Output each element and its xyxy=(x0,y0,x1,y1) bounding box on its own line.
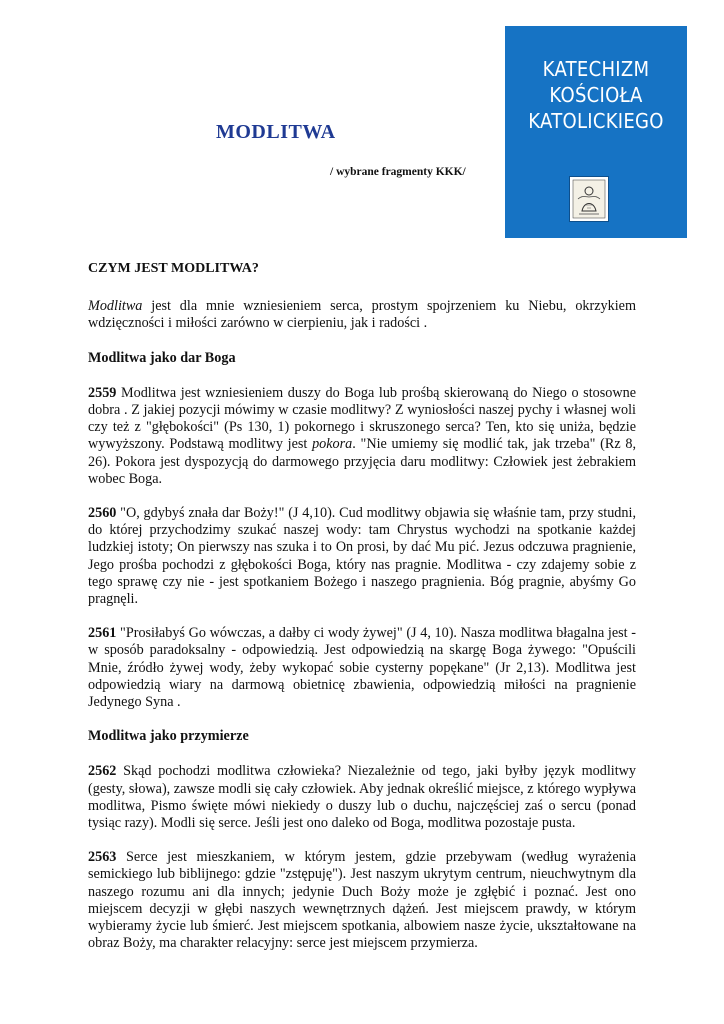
paragraph-2562 xyxy=(88,763,636,832)
cover-publisher: FALLOTTINUM xyxy=(562,238,630,247)
heading-covenant: Modlitwa jako przymierze xyxy=(88,728,249,745)
book-cover-image xyxy=(505,26,687,247)
paragraph-text: Modlitwa jest wzniesieniem duszy do Boga lub prośbą skierowaną do Niego o stosowne dobra . Z jakiej pozycji mówimy w czasie modlitwy? Z wyniosłości naszej pychy i własnej woli czy też z "głębokości" (Ps 130, 1) pokornego i skruszonego serca? Ten, kto się uniża, będzie wywyższony. Podstawą modlitwy jest xyxy=(88,384,636,453)
catechism-emblem-icon xyxy=(569,176,609,222)
cover-title xyxy=(516,56,676,134)
heading-gift: Modlitwa jako dar Boga xyxy=(88,349,236,366)
cover-title-line: KATOLICKIEGO xyxy=(528,109,664,133)
paragraph-2560 xyxy=(88,505,636,608)
cover-title-line: KATECHIZM xyxy=(542,57,650,81)
intro-paragraph xyxy=(88,298,636,332)
intro-term: Modlitwa xyxy=(88,298,143,315)
paragraph-2561 xyxy=(88,625,636,711)
paragraph-number: 2563 xyxy=(88,849,117,866)
paragraph-number: 2559 xyxy=(88,384,117,401)
paragraph-text: Skąd pochodzi modlitwa człowieka? Niezależnie od tego, jaki byłby język modlitwy (gesty, słowa), zawsze modli się cały człowiek. Aby jednak określić miejsce, z którego wypływa modlitwa, Pismo święte mówi niekiedy o duszy lub o duchu, najczęściej zaś o sercu (ponad tysiąc razy). Modli się serce. Jeśli jest ono daleko od Boga, modlitwa pozostaje pusta. xyxy=(88,763,636,832)
paragraph-emphasis: pokora xyxy=(312,436,353,453)
paragraph-2559 xyxy=(88,385,636,488)
paragraph-number: 2560 xyxy=(88,505,117,522)
intro-text: jest dla mnie wzniesieniem serca, prostym spojrzeniem ku Niebu, okrzykiem wdzięczności i miłości zarówno w cierpieniu, jak i radości . xyxy=(88,298,636,332)
paragraph-text: "O, gdybyś znała dar Boży!" (J 4,10). Cud modlitwy objawia się właśnie tam, przy studni, do której przychodzimy szukać naszej wody: tam Chrystus wychodzi na spotkanie każdej ludzkiej istoty; On pierwszy nas szuka i to On prosi, by dać Mu pić. Jezus odczuwa pragnienie, Jego prośba pochodzi z głębokości Boga, który nas pragnie. Modlitwa - czy zdajemy sobie z tego sprawę czy nie - jest spotkaniem Bożego i naszego pragnienia. Bóg pragnie, abyśmy Go pragnęli. xyxy=(88,505,636,608)
paragraph-text: Serce jest mieszkaniem, w którym jestem, gdzie przebywam (według wyrażenia semickiego lub biblijnego: gdzie "zstępuję"). Jest naszym ukrytym centrum, nieuchwytnym dla naszego rozumu ani dla innych; jedynie Duch Boży może je zgłębić i poznać. Jest ono miejscem decyzji w głębi naszych wewnętrznych dążeń. Jest miejscem prawdy, w którym wybieramy życie lub śmierć. Jest miejscem spotkania, albowiem nasze życie, ukształtowane na obraz Boży, ma charakter relacyjny: serce jest miejscem przymierza. xyxy=(88,849,636,952)
paragraph-number: 2561 xyxy=(88,625,117,642)
document-body xyxy=(88,260,636,970)
section-title: CZYM JEST MODLITWA? xyxy=(88,261,259,276)
paragraph-number: 2562 xyxy=(88,763,117,780)
paragraph-text: . "Nie umiemy się modlić tak, jak trzeba" (Rz 8, 26). Pokora jest dyspozycją do darmowego przyjęcia daru modlitwy: Człowiek jest żebrakiem wobec Boga. xyxy=(88,436,637,487)
paragraph-2563 xyxy=(88,849,636,952)
cover-title-line: KOŚCIOŁA xyxy=(549,83,643,107)
page-subtitle: / wybrane fragmenty KKK/ xyxy=(330,166,466,178)
paragraph-text: "Prosiłabyś Go wówczas, a dałby ci wody żywej" (J 4, 10). Nasza modlitwa błagalna jest - w sposób paradoksalny - odpowiedzią. Jest odpowiedzią na skargę Boga żywego: "Opuścili Mnie, źródło żywej wody, żeby wykopać sobie cysterny popękane" (Jr 2,13). Modlitwa jest odpowiedzią wiary na darmową obietnicę zbawienia, odpowiedzią miłości na pragnienie Jedynego Syna . xyxy=(88,625,636,711)
page-title: MODLITWA xyxy=(216,121,336,143)
